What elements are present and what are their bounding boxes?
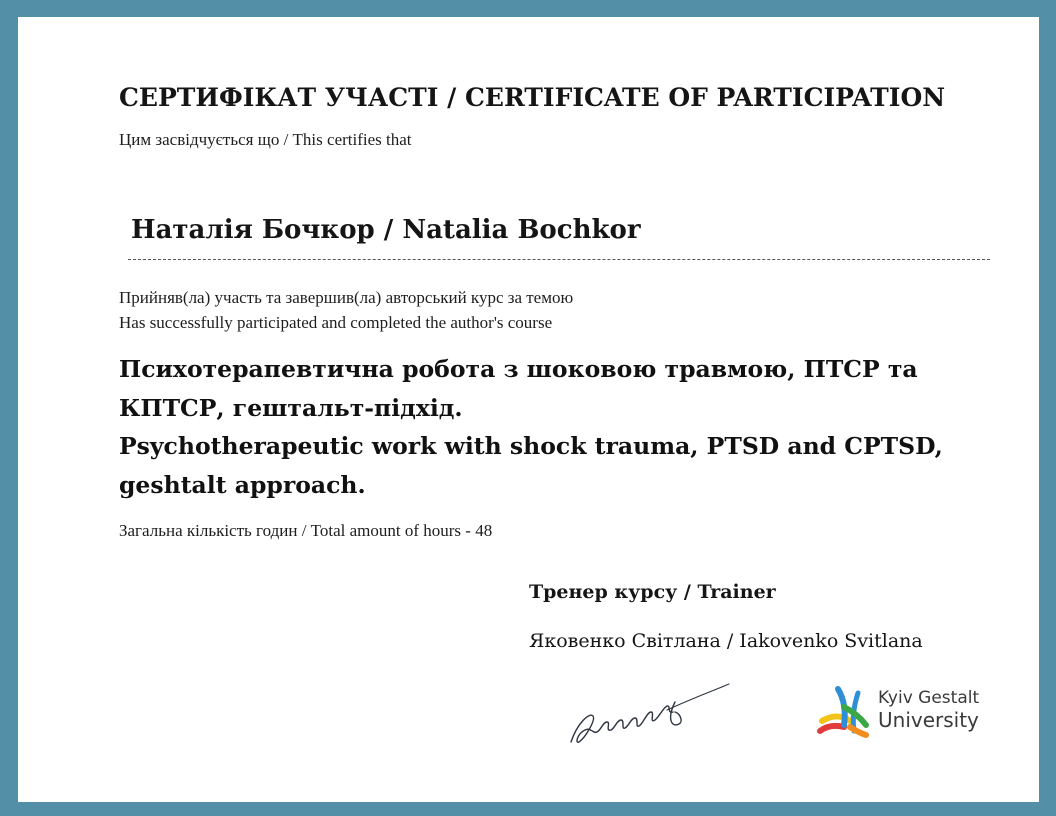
recipient-name: Наталія Бочкор / Natalia Bochkor: [131, 215, 641, 245]
logo-line-1: Kyiv Gestalt: [878, 688, 980, 708]
completed-text: [119, 285, 573, 335]
course-title: [119, 350, 943, 504]
trainer-signature: [563, 672, 733, 752]
logo-line-2: University: [878, 708, 979, 732]
completed-text-en: Has successfully participated and completed the author's course: [119, 313, 553, 332]
certificate-sheet: [18, 17, 1039, 802]
certifies-text: Цим засвідчується що / This certifies that: [119, 130, 412, 149]
certificate-title: СЕРТИФІКАТ УЧАСТІ / CERTIFICATE OF PARTICIPATION: [119, 83, 946, 112]
completed-text-ua: Прийняв(ла) участь та завершив(ла) авторський курс за темою: [119, 288, 574, 307]
trainer-label: Тренер курсу / Trainer: [529, 581, 776, 603]
course-title-line: Psychotherapeutic work with shock trauma, PTSD and CPTSD,: [119, 432, 943, 460]
total-hours: Загальна кількість годин / Total amount of hours - 48: [119, 521, 493, 540]
course-title-line: Психотерапевтична робота з шоковою травмою, ПТСР та: [119, 355, 918, 383]
kyiv-gestalt-university-logo-icon: [814, 681, 872, 739]
course-title-line: geshtalt approach.: [119, 470, 366, 499]
name-underline: [128, 259, 990, 260]
course-title-line: КПТСР, гештальт-підхід.: [119, 393, 463, 422]
logo-wordmark: [878, 688, 979, 732]
trainer-name: Яковенко Світлана / Iakovenko Svitlana: [529, 630, 923, 652]
